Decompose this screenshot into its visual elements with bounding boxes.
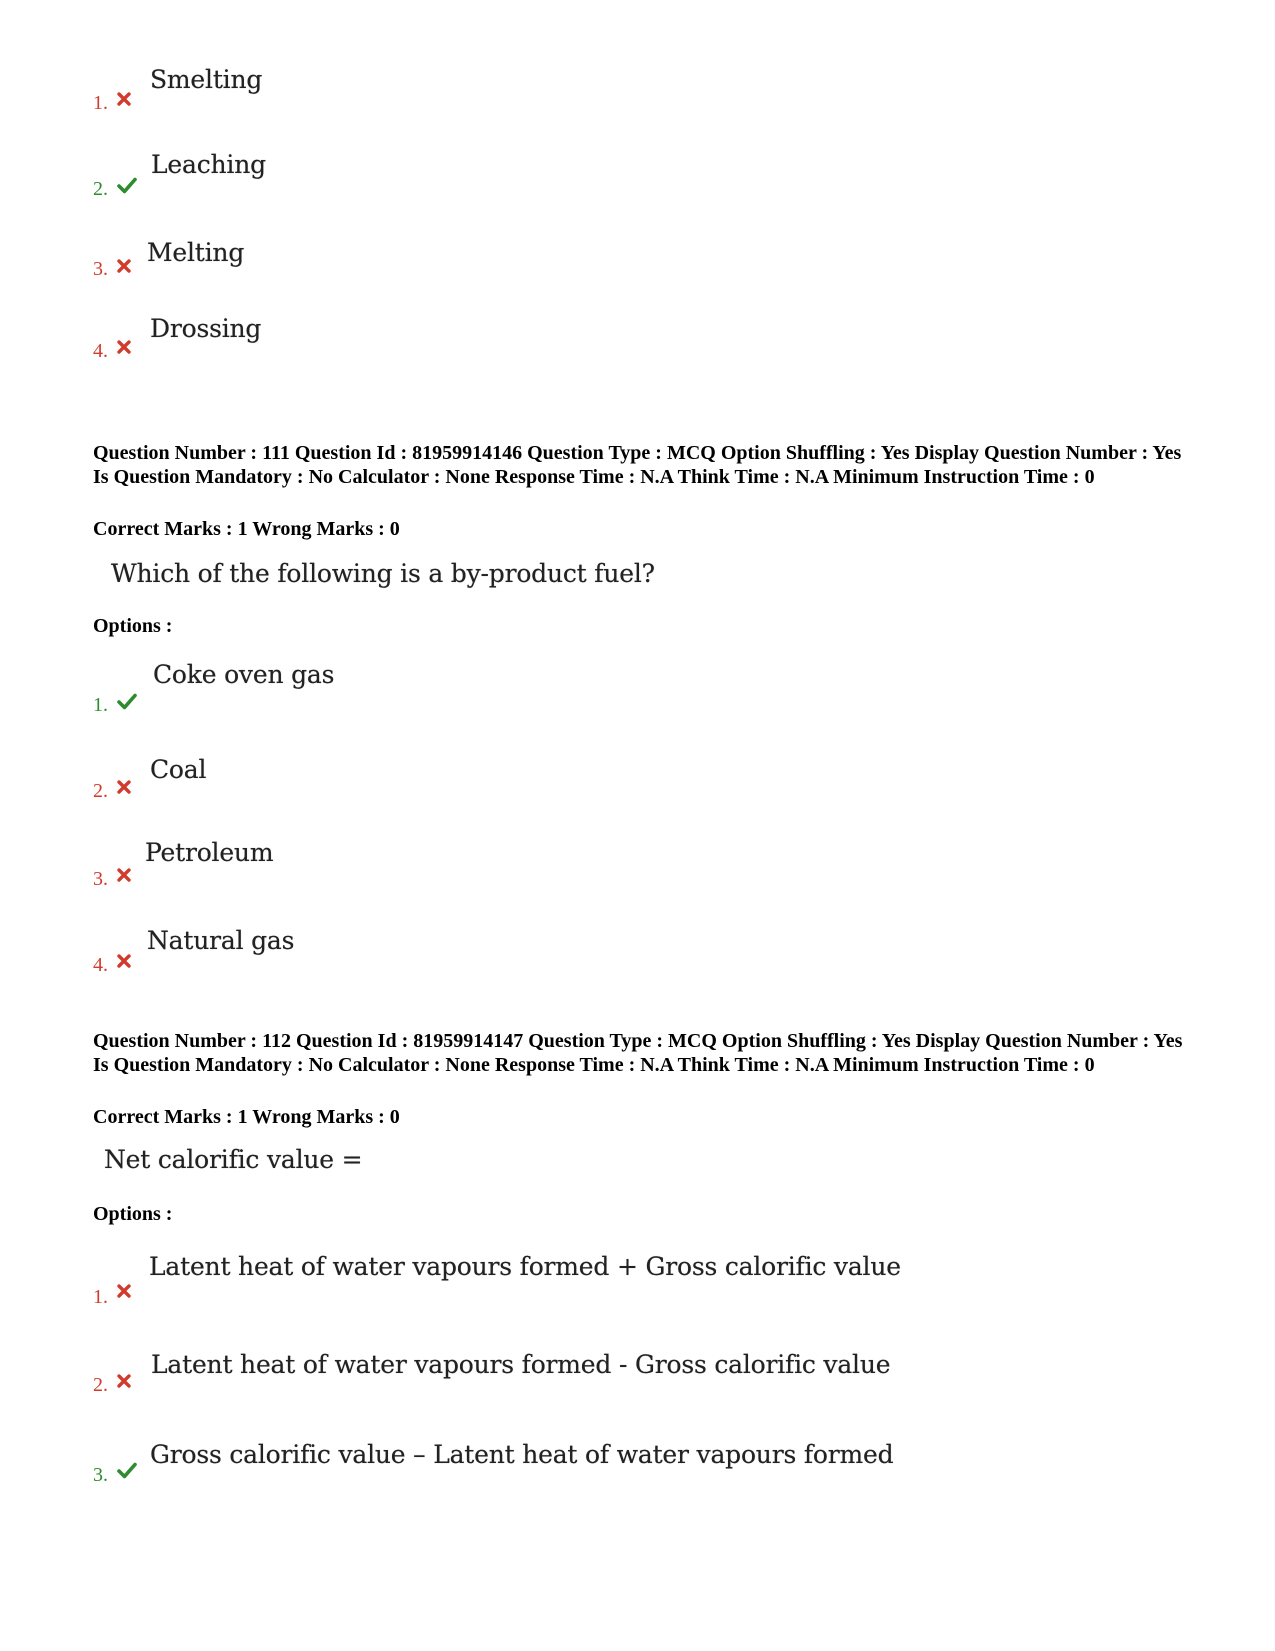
option-text: Gross calorific value – Latent heat of water vapours formed [150, 1440, 894, 1469]
option-text: Latent heat of water vapours formed - Gross calorific value [151, 1350, 891, 1379]
check-icon [117, 1462, 137, 1479]
option-number: 3. [93, 258, 108, 280]
check-icon [117, 693, 137, 710]
options-label: Options : [93, 615, 173, 637]
option-number: 1. [93, 92, 108, 114]
question-meta: Question Number : 111 Question Id : 81959914146 Question Type : MCQ Option Shuffling : Yes Display Question Number : Yes Is Question Mandatory : No Calculator : None Response Time : N.A Think Time : N.A Minimum Instruction Time : 0 [93, 442, 1182, 488]
option-text: Natural gas [147, 926, 295, 955]
question-text: Net calorific value = [104, 1145, 363, 1174]
question-marks: Correct Marks : 1 Wrong Marks : 0 [93, 1106, 400, 1128]
option-text: Latent heat of water vapours formed + Gross calorific value [149, 1252, 901, 1281]
option-text: Coal [150, 755, 207, 784]
option-text: Coke oven gas [153, 660, 335, 689]
option-text: Leaching [151, 150, 266, 179]
option-number: 2. [93, 780, 108, 802]
option-number: 2. [93, 1374, 108, 1396]
cross-icon [117, 868, 131, 882]
cross-icon [117, 780, 131, 794]
options-label: Options : [93, 1203, 173, 1225]
option-number: 2. [93, 178, 108, 200]
option-text: Melting [147, 238, 245, 267]
option-number: 3. [93, 1464, 108, 1486]
check-icon [117, 177, 137, 194]
cross-icon [117, 92, 131, 106]
cross-icon [117, 340, 131, 354]
option-number: 4. [93, 954, 108, 976]
question-meta: Question Number : 112 Question Id : 81959914147 Question Type : MCQ Option Shuffling : Yes Display Question Number : Yes Is Question Mandatory : No Calculator : None Response Time : N.A Think Time : N.A Minimum Instruction Time : 0 [93, 1030, 1183, 1076]
question-text: Which of the following is a by-product fuel? [111, 559, 655, 588]
cross-icon [117, 1374, 131, 1388]
option-text: Drossing [150, 314, 262, 343]
option-text: Smelting [150, 65, 263, 94]
cross-icon [117, 1284, 131, 1298]
option-number: 4. [93, 340, 108, 362]
option-text: Petroleum [145, 838, 274, 867]
option-number: 1. [93, 694, 108, 716]
cross-icon [117, 259, 131, 273]
question-marks: Correct Marks : 1 Wrong Marks : 0 [93, 518, 400, 540]
cross-icon [117, 954, 131, 968]
option-number: 3. [93, 868, 108, 890]
option-number: 1. [93, 1286, 108, 1308]
